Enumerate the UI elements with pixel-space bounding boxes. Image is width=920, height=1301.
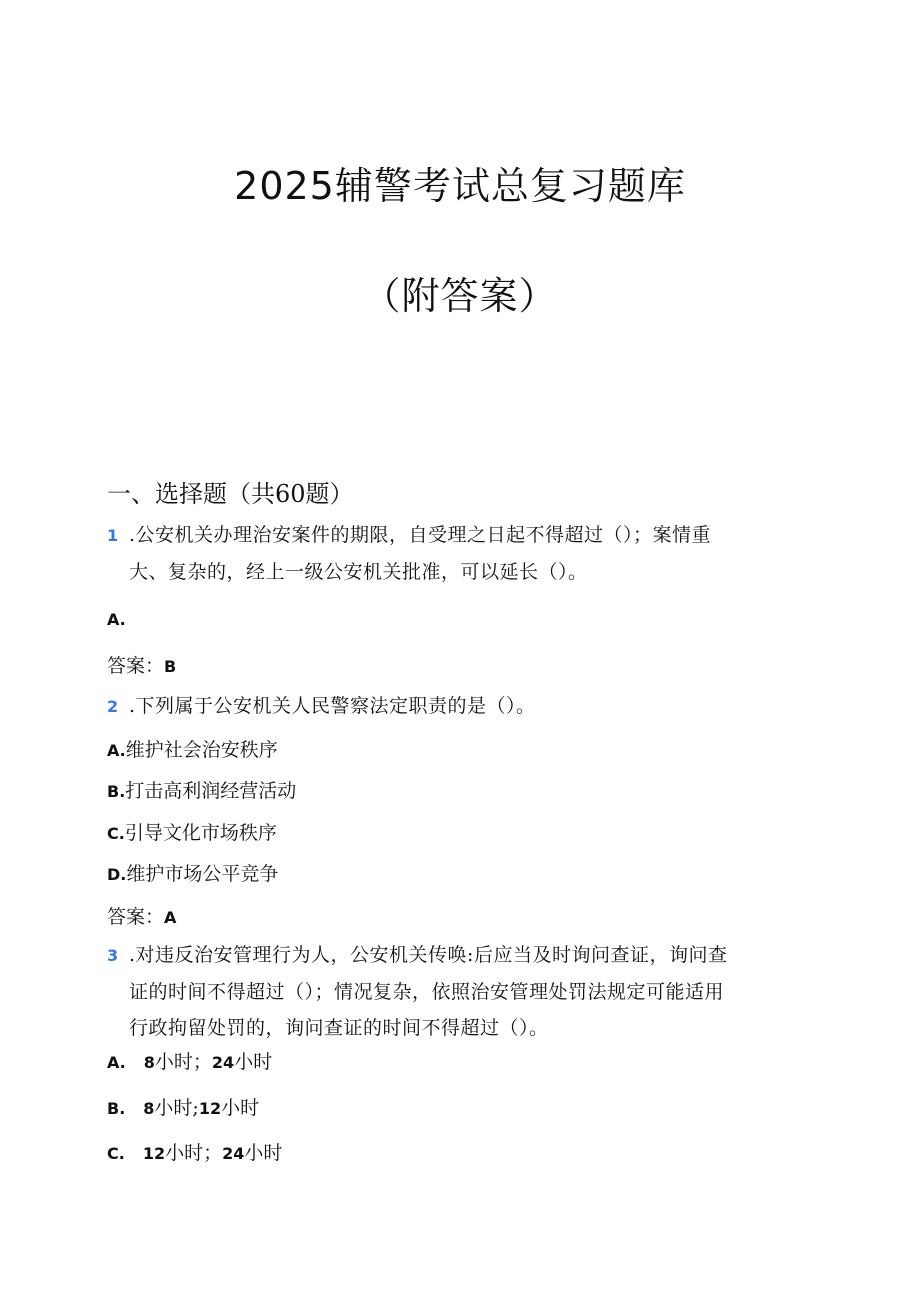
question-text-line: 行政拘留处罚的，询问查证的时间不得超过（）。 [129, 1017, 549, 1039]
question-text-line: .公安机关办理治安案件的期限，自受理之日起不得超过（）；案情重 [129, 524, 712, 546]
option-label: C. [107, 1144, 125, 1163]
option-c [107, 1138, 282, 1165]
option-number: 12 [198, 1099, 222, 1118]
option-label: D. [107, 865, 127, 884]
answer-line [107, 902, 176, 929]
option-unit: 小时； [154, 1051, 212, 1073]
option-number: 24 [222, 1144, 245, 1163]
option-b [107, 776, 296, 803]
option-a [107, 735, 278, 762]
option-label: A. [107, 610, 126, 629]
option-number: 24 [211, 1053, 235, 1072]
question-number: 1 [107, 526, 119, 545]
option-a [107, 608, 126, 630]
option-text: 引导文化市场秩序 [124, 822, 277, 844]
question-text-line: .对违反治安管理行为人，公安机关传唤:后应当及时询问查证，询问查 [129, 944, 728, 966]
option-text: 打击高利润经营活动 [125, 780, 297, 802]
question-text-line: .下列属于公安机关人民警察法定职责的是（）。 [129, 695, 536, 717]
option-unit: 小时 [244, 1142, 283, 1164]
option-unit: 小时 [234, 1051, 273, 1073]
option-label: C. [107, 824, 125, 843]
option-b [107, 1093, 259, 1120]
question-text-line: 证的时间不得超过（）；情况复杂，依照治安管理处罚法规定可能适用 [129, 981, 725, 1003]
question-2 [107, 688, 807, 725]
answer-label: 答案： [107, 655, 165, 677]
option-label: A. [107, 741, 126, 760]
document-subtitle: （附答案） [362, 274, 558, 318]
option-c [107, 818, 277, 845]
option-label: B. [107, 1099, 126, 1118]
question-3 [107, 937, 817, 1046]
question-number: 3 [107, 946, 119, 965]
section-heading: 一、选择题（共60题） [107, 480, 354, 508]
option-unit: 小时; [154, 1097, 199, 1119]
question-text-line: 大、复杂的，经上一级公安机关批准，可以延长（）。 [129, 561, 588, 583]
answer-value: A [164, 908, 177, 927]
option-number: 8 [143, 1099, 155, 1118]
option-unit: 小时； [165, 1142, 223, 1164]
answer-label: 答案： [107, 906, 165, 928]
option-text: 维护社会治安秩序 [125, 739, 278, 761]
option-label: A. [107, 1053, 126, 1072]
document-title: 2025辅警考试总复习题库 [234, 164, 686, 208]
question-number: 2 [107, 697, 119, 716]
question-1 [107, 517, 807, 590]
option-number: 12 [142, 1144, 166, 1163]
option-number: 8 [143, 1053, 155, 1072]
option-text: 维护市场公平竞争 [126, 863, 279, 885]
answer-value: B [164, 657, 177, 676]
answer-line [107, 651, 176, 678]
option-unit: 小时 [221, 1097, 260, 1119]
option-label: B. [107, 782, 126, 801]
option-d [107, 859, 278, 886]
option-a [107, 1047, 272, 1074]
